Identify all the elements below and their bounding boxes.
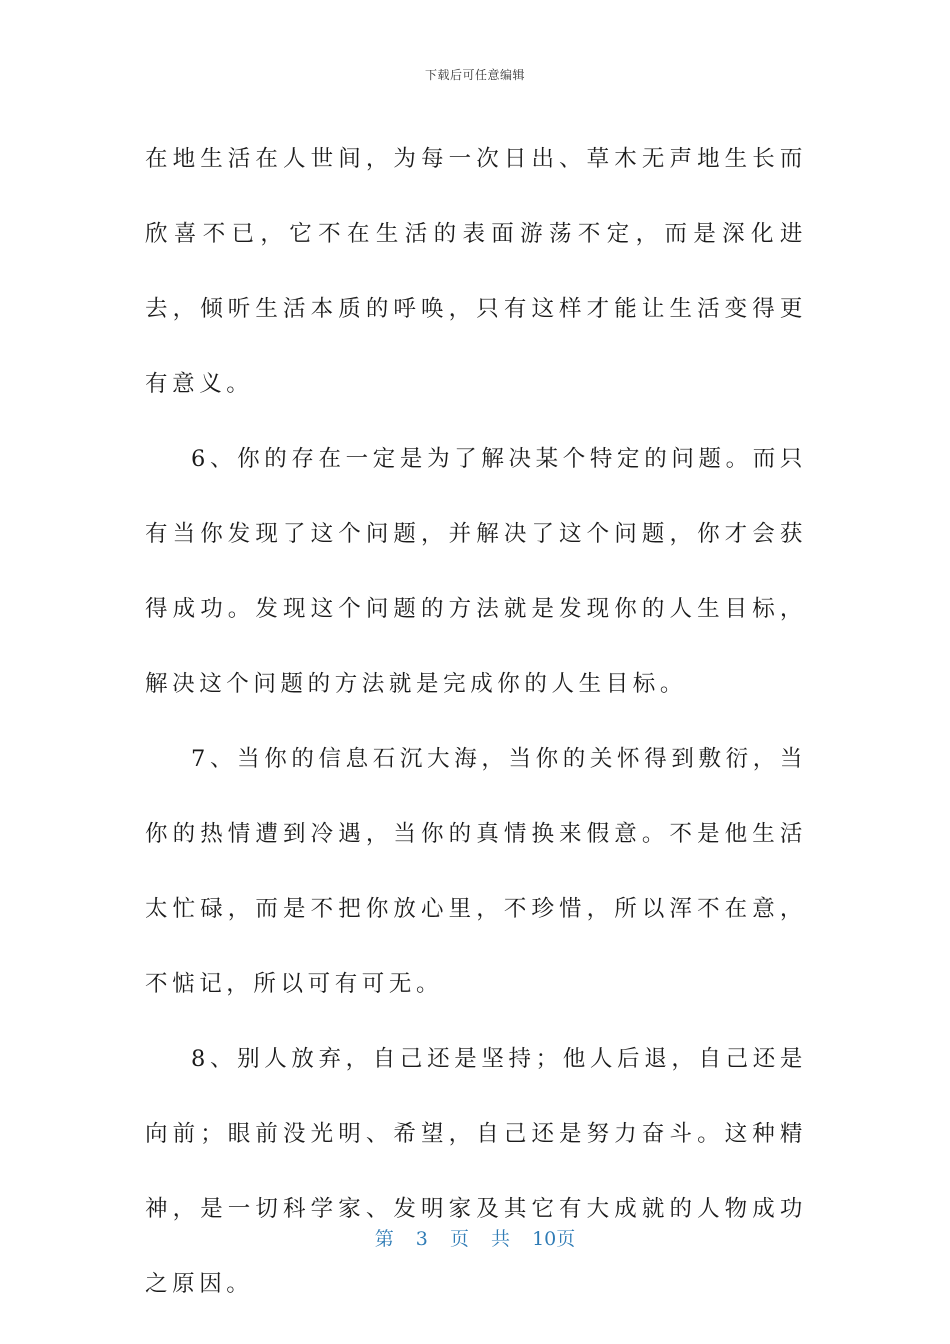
footer-page-label: 页: [449, 1228, 469, 1250]
paragraph-item-8: 8、别人放弃，自己还是坚持；他人后退，自己还是向前；眼前没光明、希望，自己还是努力奋斗。这种精神，是一切科学家、发明家及其它有大成就的人物成功之原因。: [145, 1046, 807, 1297]
footer-total-label: 共: [491, 1228, 511, 1250]
paragraph-item-7: 7、当你的信息石沉大海，当你的关怀得到敷衍，当你的热情遭到冷遇，当你的真情换来假意。不是他生活太忙碌，而是不把你放心里，不珍惜，所以浑不在意，不惦记，所以可有可无。: [145, 746, 807, 997]
document-body: [145, 122, 807, 1322]
paragraph-continuation: 在地生活在人世间，为每一次日出、草木无声地生长而欣喜不已，它不在生活的表面游荡不定，而是深化进去，倾听生活本质的呼唤，只有这样才能让生活变得更有意义。: [145, 146, 807, 397]
page-footer: [0, 1224, 950, 1251]
footer-prefix: 第: [374, 1228, 394, 1250]
paragraph-item-6: 6、你的存在一定是为了解决某个特定的问题。而只有当你发现了这个问题，并解决了这个问题，你才会获得成功。发现这个问题的方法就是发现你的人生目标，解决这个问题的方法就是完成你的人生目标。: [145, 446, 807, 697]
page-header: 下载后可任意编辑: [424, 68, 525, 82]
footer-total-pages: 10页: [532, 1228, 576, 1250]
footer-page-number: 3: [415, 1228, 428, 1250]
